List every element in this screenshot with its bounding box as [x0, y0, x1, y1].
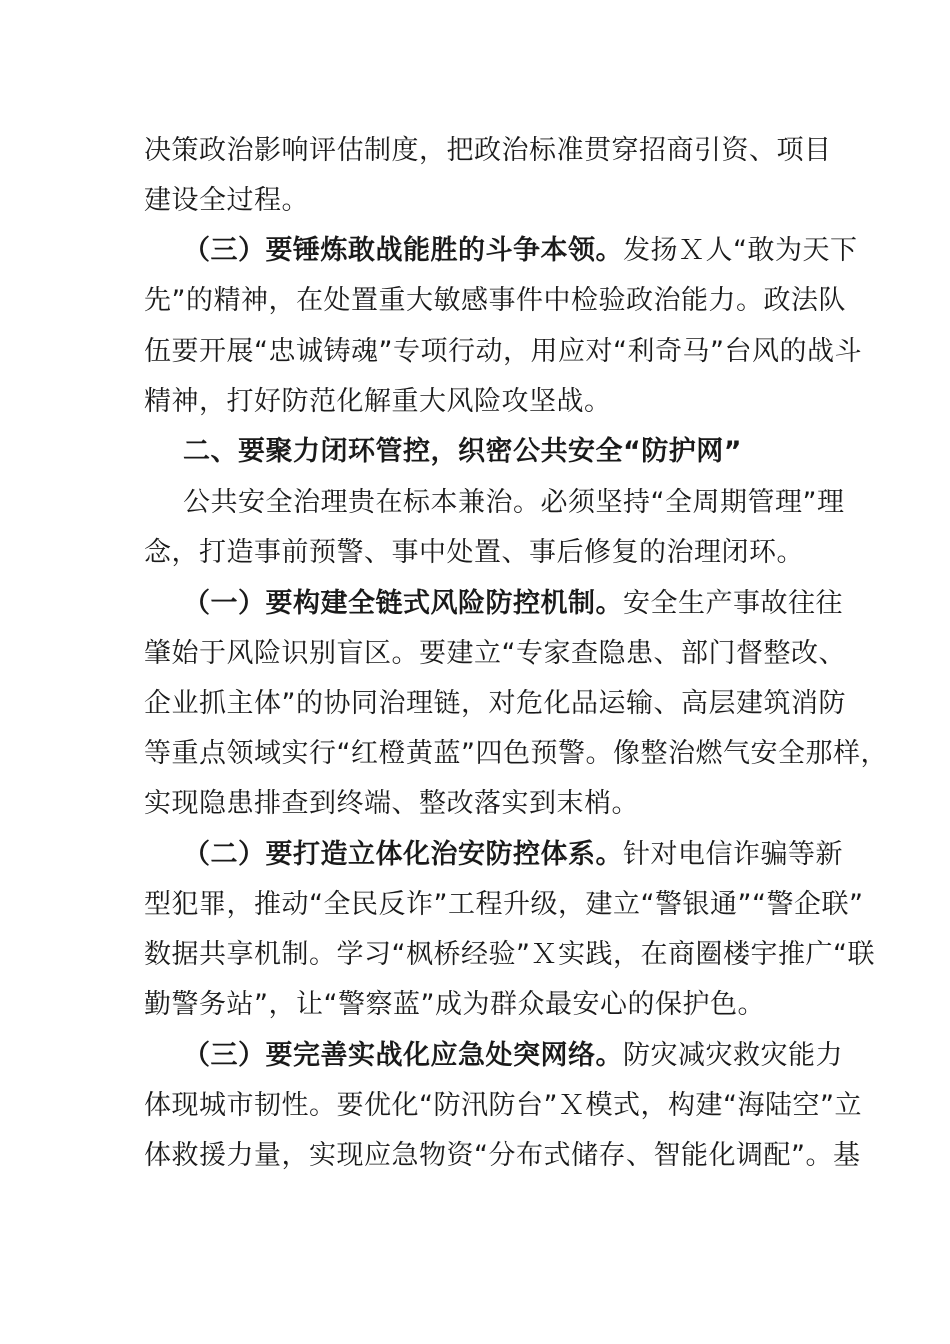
heading-run: 二、要聚力闭环管控，织密公共安全“防护网”	[183, 436, 742, 467]
text-run: 企业抓主体”的协同治理链，对危化品运输、高层建筑消防	[144, 688, 846, 719]
text-run: 型犯罪，推动“全民反诈”工程升级，建立“警银通”“警企联”	[144, 889, 864, 920]
text-line-10	[183, 586, 883, 622]
text-line-13	[144, 736, 888, 772]
text-run: 公共安全治理贵在标本兼治。必须坚持“全周期管理”理	[183, 487, 845, 518]
text-line-2	[144, 183, 844, 219]
text-run: 针对电信诈骗等新	[623, 839, 843, 870]
text-line-9	[144, 535, 844, 571]
text-line-19	[183, 1038, 883, 1074]
section-heading	[183, 434, 883, 470]
subheading-run: （二）要打造立体化治安防控体系。	[183, 839, 623, 870]
text-line-15	[183, 837, 883, 873]
text-line-1	[144, 133, 844, 169]
text-line-12	[144, 686, 844, 722]
subheading-run: （三）要锤炼敢战能胜的斗争本领。	[183, 235, 623, 266]
text-run: 发扬Ｘ人“敢为天下	[623, 235, 858, 266]
text-line-21	[144, 1138, 861, 1174]
text-line-11	[144, 636, 844, 672]
text-line-3	[183, 233, 883, 269]
text-line-5	[144, 334, 862, 370]
text-run: 勤警务站”，让“警察蓝”成为群众最安心的保护色。	[144, 989, 765, 1020]
text-line-17	[144, 937, 875, 973]
text-line-14	[144, 786, 844, 822]
text-run: 数据共享机制。学习“枫桥经验”Ｘ实践，在商圈楼宇推广“联	[144, 939, 875, 970]
text-run: 先”的精神，在处置重大敏感事件中检验政治能力。政法队	[144, 285, 846, 316]
text-line-4	[144, 283, 844, 319]
text-run: 伍要开展“忠诚铸魂”专项行动，用应对“利奇马”台风的战斗	[144, 336, 862, 367]
text-run: 精神，打好防范化解重大风险攻坚战。	[144, 386, 612, 417]
text-run: 决策政治影响评估制度，把政治标准贯穿招商引资、项目	[144, 135, 832, 166]
text-run: 等重点领域实行“红橙黄蓝”四色预警。像整治燃气安全那样，	[144, 738, 888, 769]
text-run: 体救援力量，实现应急物资“分布式储存、智能化调配”。基	[144, 1140, 861, 1171]
text-run: 念，打造事前预警、事中处置、事后修复的治理闭环。	[144, 537, 804, 568]
text-line-20	[144, 1088, 862, 1124]
text-run: 实现隐患排查到终端、整改落实到末梢。	[144, 788, 639, 819]
subheading-run: （一）要构建全链式风险防控机制。	[183, 588, 623, 619]
text-run: 体现城市韧性。要优化“防汛防台”Ｘ模式，构建“海陆空”立	[144, 1090, 862, 1121]
text-run: 安全生产事故往往	[623, 588, 843, 619]
text-run: 肇始于风险识别盲区。要建立“专家查隐患、部门督整改、	[144, 638, 846, 669]
text-line-8	[183, 485, 883, 521]
text-line-18	[144, 987, 844, 1023]
text-line-16	[144, 887, 864, 923]
text-run: 建设全过程。	[144, 185, 309, 216]
text-run: 防灾减灾救灾能力	[623, 1040, 843, 1071]
text-line-6	[144, 384, 844, 420]
subheading-run: （三）要完善实战化应急处突网络。	[183, 1040, 623, 1071]
